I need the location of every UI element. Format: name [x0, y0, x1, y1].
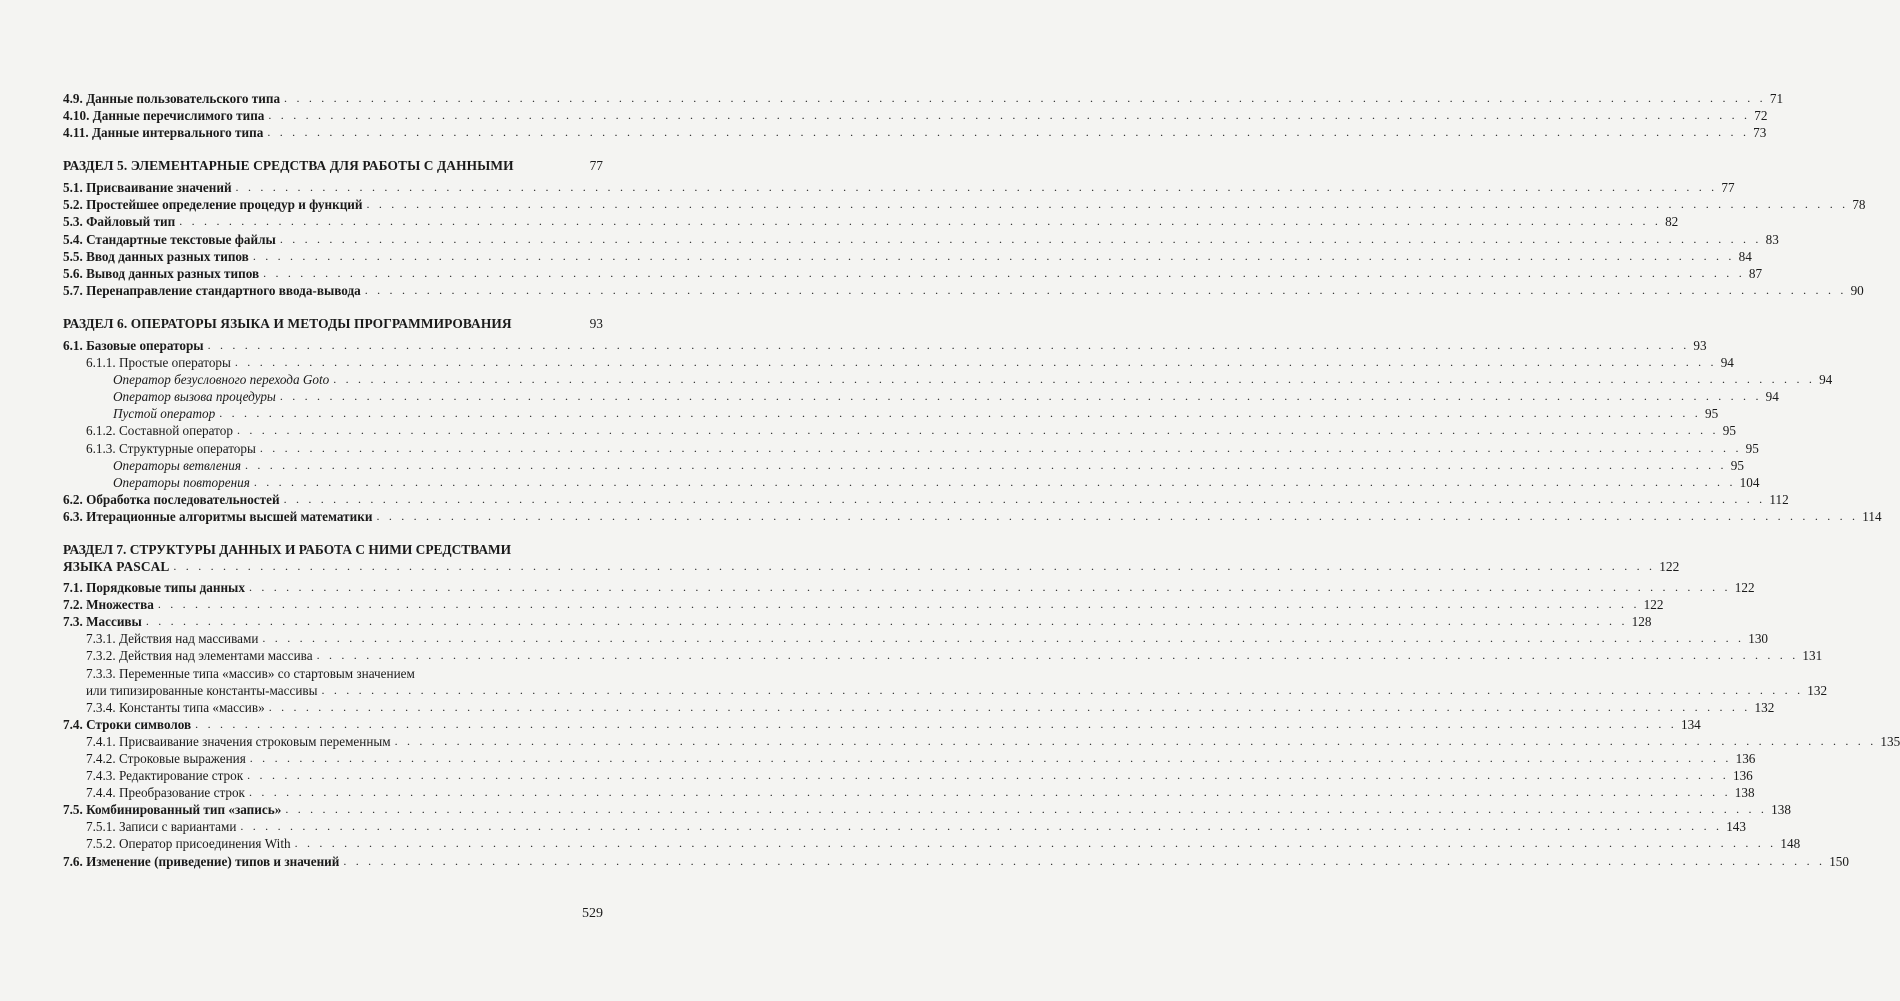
leader-dots: . . . . . . . . . . . . . . . . . . . . . . . . . . . . . . . . . . . . . . . . . . . . . . . . . . . . . . . . . . . . . . . . . . . . . . . . . . . . . . . . . . . . . . . . . . . . . . . . . . . . . . . . . . . . . . . . . . . . . . . . — [235, 180, 1718, 195]
toc-entry-title: 7.1. Порядковые типы данных — [63, 580, 245, 596]
toc-group-section5 — [63, 179, 1866, 299]
toc-entry-page: 135 — [1880, 733, 1900, 749]
toc-entry-page: 131 — [1802, 648, 1823, 664]
toc-entry-title: 7.4. Строки символов — [63, 716, 192, 732]
toc-entry-title: 7.5.2. Оператор присоединения With — [86, 836, 291, 852]
toc-entry — [63, 124, 1767, 141]
section-title-line2-row — [63, 558, 1680, 575]
toc-entry-line2: или типизированные константы-массивы — [86, 682, 318, 698]
toc-entry — [63, 596, 1664, 613]
leader-dots: . . . . . . . . . . . . . . . . . . . . . . . . . . . . . . . . . . . . . . . . . . . . . . . . . . . . . . . . . . . . . . . . . . . . . . . . . . . . . . . . . . . . . . . . . . . . . . . . . . . . . . . . . . . . . . . . . . . . . . . . — [267, 125, 1750, 140]
leader-dots: . . . . . . . . . . . . . . . . . . . . . . . . . . . . . . . . . . . . . . . . . . . . . . . . . . . . . . . . . . . . . . . . . . . . . . . . . . . . . . . . . . . . . . . . . . . . . . . . . . . . . . . . . . . . . . . . . . . . . . . . — [157, 597, 1640, 612]
leader-dots: . . . . . . . . . . . . . . . . . . . . . . . . . . . . . . . . . . . . . . . . . . . . . . . . . . . . . . . . . . . . . . . . . . . . . . . . . . . . . . . . . . . . . . . . . . . . . . . . . . . . . . . . . . . . . . . . . . . . . . . . — [284, 91, 1766, 105]
toc-entry-page: 138 — [1771, 802, 1791, 818]
leader-dots: . . . . . . . . . . . . . . . . . . . . . . . . . . . . . . . . . . . . . . . . . . . . . . . . . . . . . . . . . . . . . . . . . . . . . . . . . . . . . . . . . . . . . . . . . . . . . . . . . . . . . . . . . . . . . . . . . . . . . . . . — [236, 423, 1719, 438]
toc-entry — [63, 213, 1679, 230]
toc-entry-page: 84 — [1738, 248, 1752, 264]
toc-entry-page: 83 — [1765, 231, 1779, 247]
section-page: 122 — [1659, 558, 1680, 574]
toc-entry-title: 7.2. Множества — [63, 597, 154, 613]
toc-entry-page: 78 — [1852, 197, 1866, 213]
toc-entry-page: 104 — [1739, 474, 1760, 490]
leader-dots: . . . . . . . . . . . . . . . . . . . . . . . . . . . . . . . . . . . . . . . . . . . . . . . . . . . . . . . . . . . . . . . . . . . . . . . . . . . . . . . . . . . . . . . . . . . . . . . . . . . . . . . . . . . . . . . . . . . . . . . . — [316, 648, 1799, 663]
leader-dots: . . . . . . . . . . . . . . . . . . . . . . . . . . . . . . . . . . . . . . . . . . . . . . . . . . . . . . . . . . . . . . . . . . . . . . . . . . . . . . . . . . . . . . . . . . . . . . . . . . . . . . . . . . . . . . . . . . . . . . . . — [207, 337, 1690, 352]
toc-entry-title: 5.1. Присваивание значений — [63, 180, 232, 196]
toc-group-section7 — [63, 579, 1823, 664]
toc-entry-title: 5.3. Файловый тип — [63, 214, 176, 230]
section-title-line1: РАЗДЕЛ 7. СТРУКТУРЫ ДАННЫХ И РАБОТА С НИМИ СРЕДСТВАМИ — [63, 541, 512, 557]
toc-entry-title: 5.7. Перенаправление стандартного ввода-вывода — [63, 282, 361, 298]
toc-entry — [63, 733, 1900, 750]
toc-entry-page: 95 — [1745, 440, 1759, 456]
leader-dots: . . . . . . . . . . . . . . . . . . . . . . . . . . . . . . . . . . . . . . . . . . . . . . . . . . . . . . . . . . . . . . . . . . . . . . . . . . . . . . . . . . . . . . . . . . . . . . . . . . . . . . . . . . . . . . . . . . . . . . . . — [253, 474, 1736, 489]
toc-entry-title: 5.4. Стандартные текстовые файлы — [63, 231, 276, 247]
toc-entry-page: 82 — [1665, 214, 1679, 230]
toc-entry-title: 7.3.1. Действия над массивами — [86, 631, 259, 647]
section-7-heading — [63, 541, 1680, 575]
toc-entry-title: 5.5. Ввод данных разных типов — [63, 248, 249, 264]
section-title: РАЗДЕЛ 5. ЭЛЕМЕНТАРНЫЕ СРЕДСТВА ДЛЯ РАБОТЫ С ДАННЫМИ — [63, 158, 514, 174]
toc-entry-page: 132 — [1754, 699, 1775, 715]
toc-entry — [63, 767, 1753, 784]
toc-entry-title: 7.4.2. Строковые выражения — [86, 751, 246, 766]
toc-entry — [63, 231, 1779, 248]
leader-dots: . . . . . . . . . . . . . . . . . . . . . . . . . . . . . . . . . . . . . . . . . . . . . . . . . . . . . . . . . . . . . . . . . . . . . . . . . . . . . . . . . . . . . . . . . . . . . . . . . . . . . . . . . . . . . . . . . . . . . . . . — [376, 508, 1859, 523]
toc-entry-title: Операторы ветвления — [113, 457, 241, 473]
toc-entry — [63, 405, 1719, 422]
toc-entry — [63, 248, 1752, 265]
leader-dots: . . . . . . . . . . . . . . . . . . . . . . . . . . . . . . . . . . . . . . . . . . . . . . . . . . . . . . . . . . . . . . . . . . . . . . . . . . . . . . . . . . . . . . . . . . . . . . . . . . . . . . . . . . . . . . . . . . . . . . . . — [247, 768, 1729, 783]
toc-entry-page: 95 — [1722, 423, 1736, 439]
toc-entry-page: 132 — [1807, 682, 1828, 698]
toc-entry-page: 95 — [1705, 406, 1719, 422]
toc-entry — [63, 508, 1882, 525]
toc-entry — [63, 354, 1734, 371]
leader-dots: . . . . . . . . . . . . . . . . . . . . . . . . . . . . . . . . . . . . . . . . . . . . . . . . . . . . . . . . . . . . . . . . . . . . . . . . . . . . . . . . . . . . . . . . . . . . . . . . . . . . . . . . . . . . . . . . . . . . . . . . — [252, 248, 1735, 263]
leader-dots: . . . . . . . . . . . . . . . . . . . . . . . . . . . . . . . . . . . . . . . . . . . . . . . . . . . . . . . . . . . . . . . . . . . . . . . . . . . . . . . . . . . . . . . . . . . . . . . . . . . . . . . . . . . . . . . . . . . . . . . . — [364, 282, 1847, 297]
toc-entry — [63, 179, 1735, 196]
section-page: 93 — [589, 315, 603, 331]
toc-entry-page: 122 — [1643, 597, 1664, 613]
toc-entry-line2-row — [86, 682, 1828, 699]
toc-entry — [63, 422, 1736, 439]
leader-dots: . . . . . . . . . . . . . . . . . . . . . . . . . . . . . . . . . . . . . . . . . . . . . . . . . . . . . . . . . . . . . . . . . . . . . . . . . . . . . . . . . . . . . . . . . . . . . . . . . . . . . . . . . . . . . . . . . . . . . . . . — [263, 265, 1745, 280]
toc-entry-page: 94 — [1819, 372, 1833, 388]
toc-entry-page: 114 — [1862, 508, 1882, 524]
toc-entry-title: 7.5. Комбинированный тип «запись» — [63, 802, 282, 818]
leader-dots: . . . . . . . . . . . . . . . . . . . . . . . . . . . . . . . . . . . . . . . . . . . . . . . . . . . . . . . . . . . . . . . . . . . . . . . . . . . . . . . . . . . . . . . . . . . . . . . . . . . . . . . . . . . . . . . . . . . . . . . . — [179, 214, 1662, 229]
toc-entry-page: 93 — [1693, 337, 1707, 353]
toc-entry-page: 71 — [1769, 91, 1784, 106]
section-5-heading — [63, 157, 603, 174]
toc-entry-page: 77 — [1721, 180, 1735, 196]
toc-entry-title: 7.4.4. Преобразование строк — [86, 785, 245, 801]
toc-entry — [63, 835, 1801, 852]
toc-entry-title: 4.9. Данные пользовательского типа — [63, 91, 281, 106]
section-title-line2: ЯЗЫКА PASCAL — [63, 558, 170, 574]
leader-dots: . . . . . . . . . . . . . . . . . . . . . . . . . . . . . . . . . . . . . . . . . . . . . . . . . . . . . . . . . . . . . . . . . . . . . . . . . . . . . . . . . . . . . . . . . . . . . . . . . . . . . . . . . . . . . . . . . . . . . . . . — [244, 457, 1727, 472]
toc-entry — [63, 750, 1756, 767]
leader-dots: . . . . . . . . . . . . . . . . . . . . . . . . . . . . . . . . . . . . . . . . . . . . . . . . . . . . . . . . . . . . . . . . . . . . . . . . . . . . . . . . . . . . . . . . . . . . . . . . . . . . . . . . . . . . . . . . . . . . . . . . — [240, 819, 1723, 834]
toc-entry — [63, 716, 1701, 733]
toc-entry-title: 6.1.3. Структурные операторы — [86, 440, 256, 456]
section-6-heading — [63, 315, 603, 332]
page-number: 529 — [582, 906, 603, 921]
toc-entry — [63, 818, 1746, 835]
toc-entry-title: 5.2. Простейшее определение процедур и функций — [63, 197, 363, 213]
toc-entry-page: 136 — [1732, 768, 1753, 784]
toc-entry — [63, 457, 1744, 474]
leader-dots: . . . . . . . . . . . . . . . . . . . . . . . . . . . . . . . . . . . . . . . . . . . . . . . . . . . . . . . . . . . . . . . . . . . . . . . . . . . . . . . . . . . . . . . . . . . . . . . . . . . . . . . . . . . . . . . . . . . . . . . . — [234, 355, 1717, 370]
toc-entry-title: 6.1. Базовые операторы — [63, 337, 204, 353]
toc-entry — [63, 107, 1768, 124]
leader-dots: . . . . . . . . . . . . . . . . . . . . . . . . . . . . . . . . . . . . . . . . . . . . . . . . . . . . . . . . . . . . . . . . . . . . . . . . . . . . . . . . . . . . . . . . . . . . . . . . . . . . . . . . . . . . . . . . . . . . . . . . — [333, 372, 1816, 387]
toc-entry — [63, 579, 1755, 596]
toc-entry-page: 143 — [1726, 819, 1746, 835]
leader-dots: . . . . . . . . . . . . . . . . . . . . . . . . . . . . . . . . . . . . . . . . . . . . . . . . . . . . . . . . . . . . . . . . . . . . . . . . . . . . . . . . . . . . . . . . . . . . . . . . . . . . . . . . . . . . . . . . . . . . . . . . — [321, 682, 1804, 697]
toc-entry — [63, 388, 1779, 405]
toc-entry — [63, 265, 1763, 282]
toc-entry-title: 4.11. Данные интервального типа — [63, 125, 264, 141]
leader-dots: . . . . . . . . . . . . . . . . . . . . . . . . . . . . . . . . . . . . . . . . . . . . . . . . . . . . . . . . . . . . . . . . . . . . . . . . . . . . . . . . . . . . . . . . . . . . . . . . . . . . . . . . . . . . . . . . . . . . . . . . — [248, 580, 1731, 595]
toc-entry-title: 7.3.4. Константы типа «массив» — [86, 699, 265, 715]
toc-entry — [63, 371, 1833, 388]
toc-entry-page: 128 — [1631, 614, 1652, 630]
toc-entry-title: 7.3. Массивы — [63, 614, 142, 630]
toc-entry-title: 7.4.3. Редактирование строк — [86, 768, 244, 784]
toc-entry — [63, 613, 1652, 630]
toc-entry-title: 6.2. Обработка последовательностей — [63, 491, 280, 507]
leader-dots: . . . . . . . . . . . . . . . . . . . . . . . . . . . . . . . . . . . . . . . . . . . . . . . . . . . . . . . . . . . . . . . . . . . . . . . . . . . . . . . . . . . . . . . . . . . . . . . . . . . . . . . . . . . . . . . . . . . . . . . . — [279, 231, 1762, 246]
toc-entry-title: 7.5.1. Записи с вариантами — [86, 819, 237, 835]
toc-entry-title: 7.4.1. Присваивание значения строковым переменным — [86, 733, 391, 749]
toc-entry-line1: 7.3.3. Переменные типа «массив» со стартовым значением — [86, 665, 415, 681]
toc-entry-page: 122 — [1734, 580, 1755, 596]
leader-dots: . . . . . . . . . . . . . . . . . . . . . . . . . . . . . . . . . . . . . . . . . . . . . . . . . . . . . . . . . . . . . . . . . . . . . . . . . . . . . . . . . . . . . . . . . . . . . . . . . . . . . . . . . . . . . . . . . . . . . . . . — [195, 716, 1677, 731]
toc-entry — [63, 196, 1866, 213]
leader-dots: . . . . . . . . . . . . . . . . . . . . . . . . . . . . . . . . . . . . . . . . . . . . . . . . . . . . . . . . . . . . . . . . . . . . . . . . . . . . . . . . . . . . . . . . . . . . . . . . . . . . . . . . . . . . . . . . . . . . . . . . — [285, 802, 1768, 817]
toc-entry-page: 90 — [1850, 282, 1864, 298]
toc-entry — [63, 647, 1823, 664]
toc-entry-title: 5.6. Вывод данных разных типов — [63, 265, 260, 281]
toc-entry-page: 130 — [1748, 631, 1768, 647]
toc-entry-page: 148 — [1780, 836, 1801, 852]
toc-group-chapter4 — [63, 90, 1784, 141]
toc-entry-title: Оператор вызова процедуры — [113, 389, 276, 405]
toc-entry-page: 150 — [1829, 853, 1849, 869]
toc-entry-title: 6.1.1. Простые операторы — [86, 355, 231, 371]
leader-dots: . . . . . . . . . . . . . . . . . . . . . . . . . . . . . . . . . . . . . . . . . . . . . . . . . . . . . . . . . . . . . . . . . . . . . . . . . . . . . . . . . . . . . . . . . . . . . . . . . . . . . . . . . . . . . . . . . . . . . . . . — [394, 733, 1877, 748]
toc-entry — [63, 853, 1849, 870]
leader-dots: . . . . . . . . . . . . . . . . . . . . . . . . . . . . . . . . . . . . . . . . . . . . . . . . . . . . . . . . . . . . . . . . . . . . . . . . . . . . . . . . . . . . . . . . . . . . . . . . . . . . . . . . . . . . . . . . . . . . . . . . — [249, 751, 1732, 765]
leader-dots: . . . . . . . . . . . . . . . . . . . . . . . . . . . . . . . . . . . . . . . . . . . . . . . . . . . . . . . . . . . . . . . . . . . . . . . . . . . . . . . . . . . . . . . . . . . . . . . . . . . . . . . . . . . . . . . . . . . . . . . . — [343, 853, 1826, 868]
leader-dots: . . . . . . . . . . . . . . . . . . . . . . . . . . . . . . . . . . . . . . . . . . . . . . . . . . . . . . . . . . . . . . . . . . . . . . . . . . . . . . . . . . . . . . . . . . . . . . . . . . . . . . . . . . . . . . . . . . . . . . . . — [268, 699, 1751, 714]
toc-entry-page: 112 — [1769, 491, 1789, 507]
toc-entry-page: 72 — [1754, 108, 1768, 124]
toc-entry-page: 94 — [1720, 355, 1734, 371]
leader-dots: . . . . . . . . . . . . . . . . . . . . . . . . . . . . . . . . . . . . . . . . . . . . . . . . . . . . . . . . . . . . . . . . . . . . . . . . . . . . . . . . . . . . . . . . . . . . . . . . . . . . . . . . . . . . . . . . . . . . . . . . — [283, 491, 1766, 506]
leader-dots: . . . . . . . . . . . . . . . . . . . . . . . . . . . . . . . . . . . . . . . . . . . . . . . . . . . . . . . . . . . . . . . . . . . . . . . . . . . . . . . . . . . . . . . . . . . . . . . . . . . . . . . . . . . . . . . . . . . . . . . . — [248, 785, 1731, 800]
section-title: РАЗДЕЛ 6. ОПЕРАТОРЫ ЯЗЫКА И МЕТОДЫ ПРОГРАММИРОВАНИЯ — [63, 315, 512, 331]
toc-entry — [63, 491, 1789, 508]
toc-entry-page: 138 — [1734, 785, 1755, 801]
toc-entry — [63, 474, 1760, 491]
leader-dots: . . . . . . . . . . . . . . . . . . . . . . . . . . . . . . . . . . . . . . . . . . . . . . . . . . . . . . . . . . . . . . . . . . . . . . . . . . . . . . . . . . . . . . . . . . . . . . . . . . . . . . . . . . . . . . . . . . . . . . . . — [268, 108, 1751, 123]
toc-entry-page: 134 — [1680, 716, 1701, 732]
toc-entry — [63, 282, 1864, 299]
toc-group-section6 — [63, 337, 1882, 525]
toc-entry-title: Операторы повторения — [113, 474, 250, 490]
toc-entry-title: 6.1.2. Составной оператор — [86, 423, 233, 439]
section-page: 77 — [589, 158, 603, 174]
leader-dots: . . . . . . . . . . . . . . . . . . . . . . . . . . . . . . . . . . . . . . . . . . . . . . . . . . . . . . . . . . . . . . . . . . . . . . . . . . . . . . . . . . . . . . . . . . . . . . . . . . . . . . . . . . . . . . . . . . . . . . . . — [366, 197, 1849, 212]
leader-dots: . . . . . . . . . . . . . . . . . . . . . . . . . . . . . . . . . . . . . . . . . . . . . . . . . . . . . . . . . . . . . . . . . . . . . . . . . . . . . . . . . . . . . . . . . . . . . . . . . . . . . . . . . . . . . . . . . . . . . . . . — [294, 836, 1777, 851]
toc-entry-title: 4.10. Данные перечислимого типа — [63, 108, 265, 124]
toc-entry — [63, 801, 1791, 818]
toc-entry-wrapped — [63, 665, 1828, 699]
toc-entry-title: 7.3.2. Действия над элементами массива — [86, 648, 313, 664]
leader-dots: . . . . . . . . . . . . . . . . . . . . . . . . . . . . . . . . . . . . . . . . . . . . . . . . . . . . . . . . . . . . . . . . . . . . . . . . . . . . . . . . . . . . . . . . . . . . . . . . . . . . . . . . . . . . . . . . . . . . . . . . — [279, 389, 1762, 404]
leader-dots: . . . . . . . . . . . . . . . . . . . . . . . . . . . . . . . . . . . . . . . . . . . . . . . . . . . . . . . . . . . . . . . . . . . . . . . . . . . . . . . . . . . . . . . . . . . . . . . . . . . . . . . . . . . . . . . . . . . . . . . . — [145, 614, 1628, 629]
leader-dots: . . . . . . . . . . . . . . . . . . . . . . . . . . . . . . . . . . . . . . . . . . . . . . . . . . . . . . . . . . . . . . . . . . . . . . . . . . . . . . . . . . . . . . . . . . . . . . . . . . . . . . . . . . . . . . . . . . . . . . . . — [262, 631, 1745, 646]
toc-entry — [63, 440, 1759, 457]
toc-group-section7-cont — [63, 699, 1900, 870]
toc-entry — [63, 699, 1775, 716]
toc-entry — [63, 90, 1784, 107]
toc-entry-page: 94 — [1765, 389, 1779, 405]
toc-entry-title: 6.3. Итерационные алгоритмы высшей математики — [63, 508, 373, 524]
toc-entry-page: 95 — [1730, 457, 1744, 473]
toc-entry-title: 7.6. Изменение (приведение) типов и значений — [63, 853, 340, 869]
toc-entry-title: Пустой оператор — [113, 406, 216, 422]
toc-entry-page: 136 — [1735, 751, 1756, 766]
toc-entry — [63, 630, 1768, 647]
toc-entry-page: 73 — [1753, 125, 1767, 141]
leader-dots: . . . . . . . . . . . . . . . . . . . . . . . . . . . . . . . . . . . . . . . . . . . . . . . . . . . . . . . . . . . . . . . . . . . . . . . . . . . . . . . . . . . . . . . . . . . . . . . . . . . . . . . . . . . . . . . . . . . . . . . . — [259, 440, 1742, 455]
toc-entry — [63, 337, 1707, 354]
toc-entry-title: Оператор безусловного перехода Goto — [113, 372, 330, 388]
toc-entry — [63, 784, 1755, 801]
leader-dots: . . . . . . . . . . . . . . . . . . . . . . . . . . . . . . . . . . . . . . . . . . . . . . . . . . . . . . . . . . . . . . . . . . . . . . . . . . . . . . . . . . . . . . . . . . . . . . . . . . . . . . . . . . . . . . . . . . . . . . . . — [219, 406, 1701, 421]
leader-dots: . . . . . . . . . . . . . . . . . . . . . . . . . . . . . . . . . . . . . . . . . . . . . . . . . . . . . . . . . . . . . . . . . . . . . . . . . . . . . . . . . . . . . . . . . . . . . . . . . . . . . . . . . . . . . . . . . . . . . . . . — [173, 558, 1656, 573]
table-of-contents — [63, 90, 1900, 870]
toc-entry-page: 87 — [1748, 265, 1763, 281]
